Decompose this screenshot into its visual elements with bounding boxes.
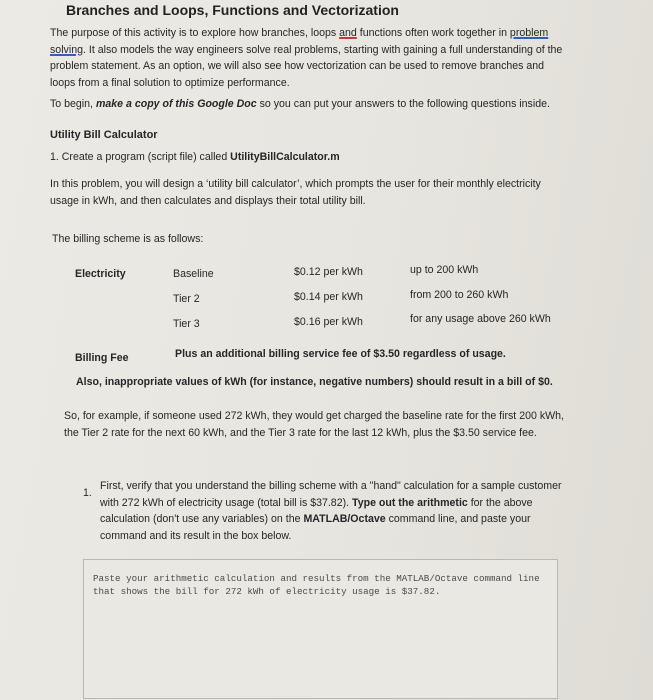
tier-name: Baseline (173, 268, 214, 280)
tier-range: up to 200 kWh (410, 264, 479, 276)
answer-placeholder[interactable]: Paste your arithmetic calculation and results from the MATLAB/Octave command line that shows the bill for 272 kWh of electricity usage is $37.82. (93, 573, 540, 597)
copy-instruction: To begin, make a copy of this Google Doc so you can put your answers to the following questions inside. (50, 98, 550, 110)
script-filename: UtilityBillCalculator.m (230, 151, 340, 163)
answer-box[interactable] (83, 559, 558, 699)
spelling-underline-and: and (339, 27, 357, 39)
grammar-underline-problem-solving: problem solving (50, 27, 549, 56)
section-heading: Utility Bill Calculator (50, 129, 158, 141)
step-number: 1. (83, 487, 92, 499)
tier-range: for any usage above 260 kWh (410, 313, 551, 325)
billing-intro: The billing scheme is as follows: (52, 233, 204, 245)
example-paragraph: So, for example, if someone used 272 kWh, they would get charged the baseline rate for the first 200 kWh, the Tier 2 rate for the next 60 kWh, and the Tier 3 rate for the last 12 kWh, plus the $3.50 service fee. (64, 410, 564, 439)
question-1: 1. Create a program (script file) called UtilityBillCalculator.m (50, 151, 340, 163)
tier-name: Tier 3 (173, 318, 200, 330)
step-1-instruction: First, verify that you understand the billing scheme with a "hand" calculation for a sample customer with 272 kWh of electricity usage (total bill is $37.82). Type out the arithmetic for the above calculation (don't use any variables) on the MATLAB/Octave command line, and paste your command and its result in the box below. (100, 480, 562, 542)
tier-name: Tier 2 (173, 293, 200, 305)
tier-rate: $0.14 per kWh (294, 291, 363, 303)
tier-range: from 200 to 260 kWh (410, 289, 509, 301)
problem-description: In this problem, you will design a ‘utility bill calculator’, which prompts the user for their monthly electricity usage in kWh, and then calculates and displays their total utility bill. (50, 178, 541, 207)
inappropriate-values-note: Also, inappropriate values of kWh (for instance, negative numbers) should result in a bill of $0. (76, 376, 553, 388)
billing-fee-label: Billing Fee (75, 352, 129, 364)
intro-paragraph: The purpose of this activity is to explore how branches, loops and functions often work together in problem solving. It also models the way engineers solve real problems, starting with gaining a full understanding of the problem statement. As an option, we will also see how vectorization can be used to remove branches and loops from a final solution to optimize performance. (50, 27, 563, 89)
tier-rate: $0.16 per kWh (294, 316, 363, 328)
tier-rate: $0.12 per kWh (294, 266, 363, 278)
billing-fee-text: Plus an additional billing service fee of $3.50 regardless of usage. (175, 348, 506, 360)
document-title: Branches and Loops, Functions and Vectorization (66, 2, 399, 18)
billing-category-label: Electricity (75, 268, 126, 280)
